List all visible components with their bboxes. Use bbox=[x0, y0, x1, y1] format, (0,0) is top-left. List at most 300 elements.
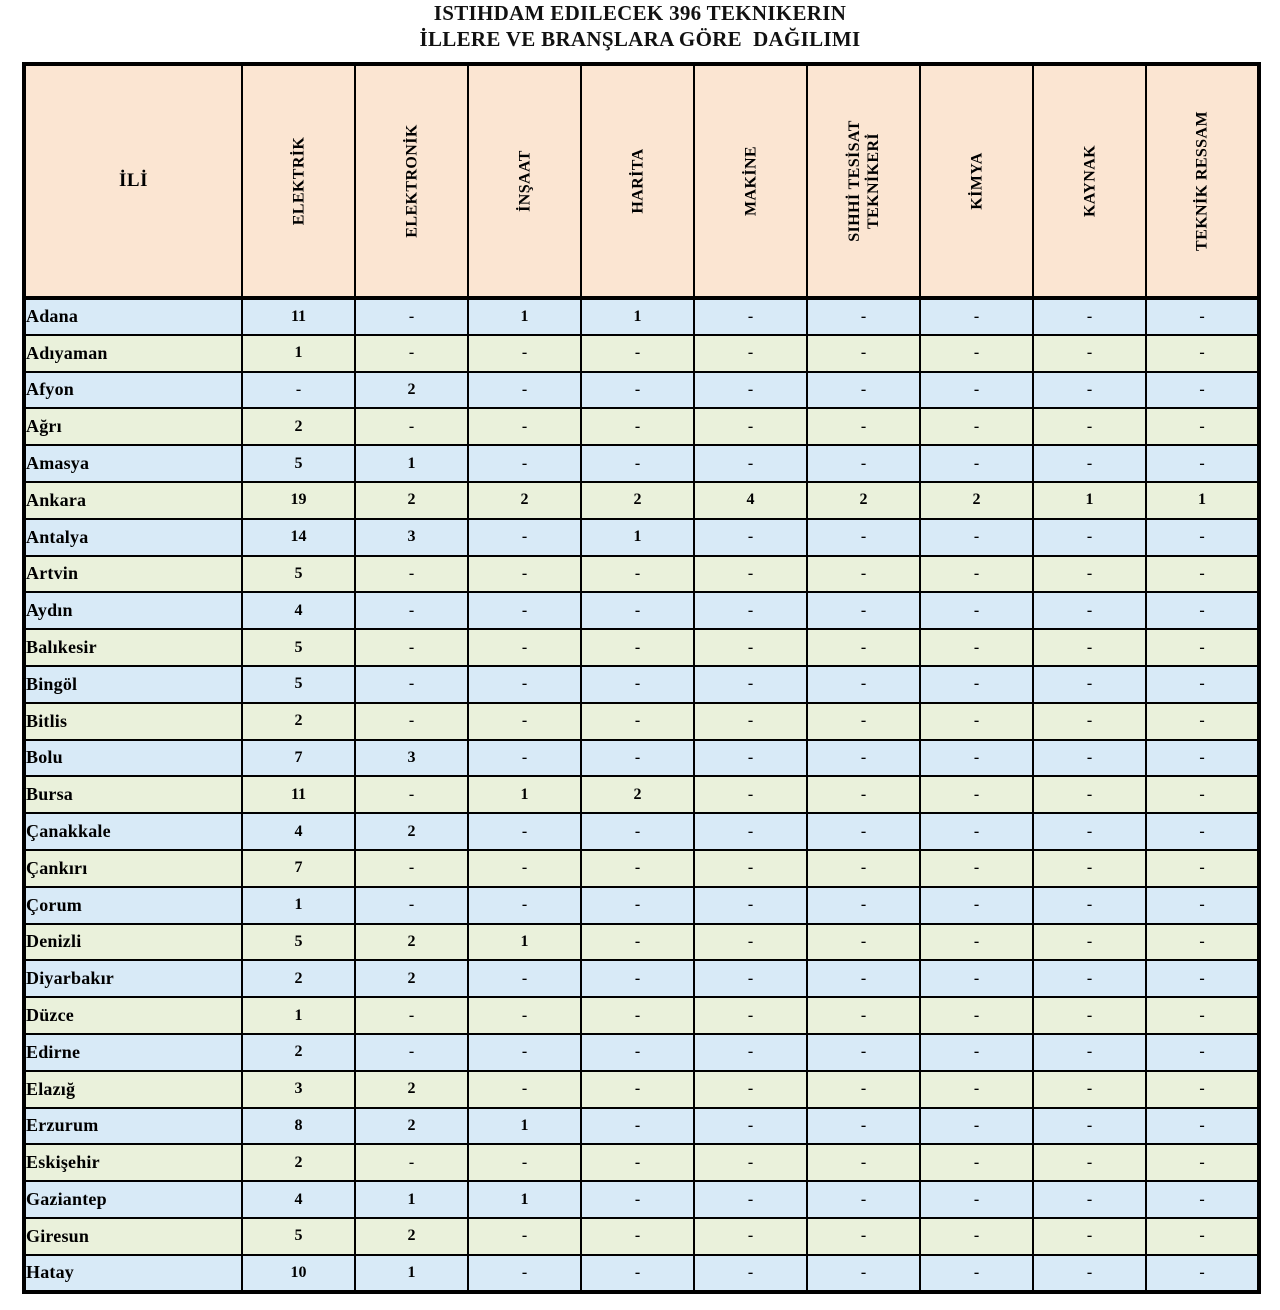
value-cell: - bbox=[1033, 372, 1146, 409]
value-cell: - bbox=[694, 1181, 807, 1218]
value-cell: 19 bbox=[242, 482, 355, 519]
value-cell: - bbox=[807, 997, 920, 1034]
table-row bbox=[24, 445, 1259, 482]
value-cell: - bbox=[1033, 850, 1146, 887]
value-cell: - bbox=[920, 629, 1033, 666]
table-row bbox=[24, 372, 1259, 409]
province-cell: Adana bbox=[24, 298, 242, 335]
value-cell: - bbox=[355, 1034, 468, 1071]
table-body bbox=[24, 298, 1259, 1292]
value-cell: - bbox=[920, 592, 1033, 629]
province-cell: Bingöl bbox=[24, 666, 242, 703]
value-cell: 1 bbox=[1146, 482, 1259, 519]
value-cell: - bbox=[694, 740, 807, 777]
value-cell: 2 bbox=[355, 482, 468, 519]
value-cell: - bbox=[694, 592, 807, 629]
value-cell: - bbox=[355, 298, 468, 335]
province-cell: Gaziantep bbox=[24, 1181, 242, 1218]
value-cell: - bbox=[355, 776, 468, 813]
province-cell: Afyon bbox=[24, 372, 242, 409]
table-row bbox=[24, 482, 1259, 519]
value-cell: - bbox=[1033, 924, 1146, 961]
value-cell: 1 bbox=[242, 887, 355, 924]
value-cell: - bbox=[694, 335, 807, 372]
value-cell: - bbox=[1033, 445, 1146, 482]
value-cell: - bbox=[581, 924, 694, 961]
value-cell: - bbox=[807, 740, 920, 777]
value-cell: - bbox=[468, 850, 581, 887]
value-cell: 1 bbox=[1033, 482, 1146, 519]
value-cell: - bbox=[807, 335, 920, 372]
value-cell: - bbox=[581, 1034, 694, 1071]
value-cell: 1 bbox=[242, 335, 355, 372]
value-cell: - bbox=[1146, 813, 1259, 850]
value-cell: - bbox=[807, 519, 920, 556]
table-row bbox=[24, 666, 1259, 703]
value-cell: - bbox=[1033, 776, 1146, 813]
column-header-label: KİMYA bbox=[968, 152, 985, 210]
value-cell: 2 bbox=[355, 813, 468, 850]
value-cell: - bbox=[807, 960, 920, 997]
value-cell: - bbox=[807, 887, 920, 924]
value-cell: - bbox=[1146, 960, 1259, 997]
value-cell: - bbox=[1146, 372, 1259, 409]
value-cell: - bbox=[694, 666, 807, 703]
column-header-4 bbox=[694, 64, 807, 298]
value-cell: - bbox=[468, 813, 581, 850]
value-cell: - bbox=[355, 335, 468, 372]
province-cell: Çanakkale bbox=[24, 813, 242, 850]
value-cell: 3 bbox=[355, 519, 468, 556]
province-cell: Balıkesir bbox=[24, 629, 242, 666]
value-cell: - bbox=[581, 445, 694, 482]
province-cell: Amasya bbox=[24, 445, 242, 482]
value-cell: - bbox=[807, 408, 920, 445]
value-cell: - bbox=[807, 445, 920, 482]
value-cell: - bbox=[920, 1071, 1033, 1108]
value-cell: 1 bbox=[355, 1181, 468, 1218]
value-cell: - bbox=[1033, 298, 1146, 335]
value-cell: - bbox=[920, 556, 1033, 593]
value-cell: - bbox=[581, 592, 694, 629]
value-cell: - bbox=[468, 372, 581, 409]
value-cell: - bbox=[1146, 629, 1259, 666]
value-cell: - bbox=[694, 1071, 807, 1108]
table-row bbox=[24, 776, 1259, 813]
value-cell: - bbox=[355, 887, 468, 924]
value-cell: 1 bbox=[468, 298, 581, 335]
value-cell: - bbox=[1033, 740, 1146, 777]
value-cell: - bbox=[468, 1218, 581, 1255]
value-cell: 5 bbox=[242, 666, 355, 703]
value-cell: - bbox=[1146, 445, 1259, 482]
column-header-0 bbox=[242, 64, 355, 298]
value-cell: - bbox=[1033, 1255, 1146, 1292]
value-cell: - bbox=[581, 629, 694, 666]
table-row bbox=[24, 850, 1259, 887]
province-cell: Ağrı bbox=[24, 408, 242, 445]
value-cell: - bbox=[355, 666, 468, 703]
table-row bbox=[24, 1108, 1259, 1145]
value-cell: 2 bbox=[920, 482, 1033, 519]
value-cell: - bbox=[694, 776, 807, 813]
value-cell: 2 bbox=[355, 1071, 468, 1108]
value-cell: - bbox=[1146, 1071, 1259, 1108]
value-cell: - bbox=[1146, 666, 1259, 703]
value-cell: 1 bbox=[468, 1108, 581, 1145]
province-cell: Bursa bbox=[24, 776, 242, 813]
column-header-label: TEKNİK RESSAM bbox=[1193, 111, 1211, 251]
value-cell: - bbox=[1033, 629, 1146, 666]
value-cell: - bbox=[920, 666, 1033, 703]
value-cell: - bbox=[920, 924, 1033, 961]
province-cell: Bitlis bbox=[24, 703, 242, 740]
value-cell: - bbox=[468, 629, 581, 666]
value-cell: - bbox=[581, 408, 694, 445]
value-cell: - bbox=[694, 850, 807, 887]
column-header-rotator bbox=[243, 68, 354, 294]
value-cell: - bbox=[1146, 924, 1259, 961]
column-header-6 bbox=[920, 64, 1033, 298]
value-cell: - bbox=[920, 703, 1033, 740]
value-cell: - bbox=[694, 298, 807, 335]
value-cell: - bbox=[468, 592, 581, 629]
value-cell: - bbox=[1033, 592, 1146, 629]
value-cell: - bbox=[920, 1181, 1033, 1218]
value-cell: 2 bbox=[242, 703, 355, 740]
value-cell: 11 bbox=[242, 298, 355, 335]
value-cell: - bbox=[581, 1108, 694, 1145]
province-cell: Edirne bbox=[24, 1034, 242, 1071]
value-cell: - bbox=[1146, 1181, 1259, 1218]
value-cell: - bbox=[468, 666, 581, 703]
table-row bbox=[24, 408, 1259, 445]
value-cell: 1 bbox=[242, 997, 355, 1034]
value-cell: - bbox=[1146, 776, 1259, 813]
column-header-rotator bbox=[356, 68, 467, 294]
column-header-rotator bbox=[469, 68, 580, 294]
value-cell: - bbox=[694, 556, 807, 593]
value-cell: - bbox=[355, 850, 468, 887]
value-cell: - bbox=[1033, 556, 1146, 593]
value-cell: - bbox=[1033, 1144, 1146, 1181]
province-cell: Ankara bbox=[24, 482, 242, 519]
value-cell: - bbox=[807, 813, 920, 850]
value-cell: - bbox=[468, 960, 581, 997]
value-cell: 5 bbox=[242, 556, 355, 593]
value-cell: - bbox=[581, 1255, 694, 1292]
value-cell: - bbox=[694, 1034, 807, 1071]
value-cell: - bbox=[1146, 703, 1259, 740]
table-row bbox=[24, 887, 1259, 924]
value-cell: - bbox=[581, 1144, 694, 1181]
value-cell: - bbox=[468, 556, 581, 593]
table-row bbox=[24, 592, 1259, 629]
value-cell: - bbox=[581, 372, 694, 409]
value-cell: - bbox=[355, 556, 468, 593]
value-cell: 4 bbox=[242, 1181, 355, 1218]
column-header-5 bbox=[807, 64, 920, 298]
value-cell: - bbox=[468, 335, 581, 372]
value-cell: - bbox=[1033, 1181, 1146, 1218]
column-header-label: ELEKTRİK bbox=[290, 136, 307, 226]
value-cell: - bbox=[355, 1144, 468, 1181]
value-cell: - bbox=[581, 1181, 694, 1218]
column-header-rotator bbox=[695, 68, 806, 294]
value-cell: 7 bbox=[242, 740, 355, 777]
value-cell: - bbox=[1033, 813, 1146, 850]
value-cell: - bbox=[1146, 1144, 1259, 1181]
column-header-rotator bbox=[1034, 68, 1145, 294]
value-cell: 7 bbox=[242, 850, 355, 887]
value-cell: 2 bbox=[355, 960, 468, 997]
value-cell: 2 bbox=[242, 408, 355, 445]
value-cell: - bbox=[468, 408, 581, 445]
province-cell: Bolu bbox=[24, 740, 242, 777]
province-cell: Antalya bbox=[24, 519, 242, 556]
value-cell: - bbox=[694, 629, 807, 666]
table-row bbox=[24, 1034, 1259, 1071]
value-cell: - bbox=[581, 335, 694, 372]
value-cell: 2 bbox=[468, 482, 581, 519]
value-cell: - bbox=[694, 887, 807, 924]
value-cell: - bbox=[1033, 1218, 1146, 1255]
value-cell: - bbox=[581, 850, 694, 887]
value-cell: 2 bbox=[355, 372, 468, 409]
table-row bbox=[24, 1255, 1259, 1292]
value-cell: - bbox=[694, 372, 807, 409]
table-row bbox=[24, 997, 1259, 1034]
column-header-rotator bbox=[1147, 68, 1257, 294]
value-cell: 2 bbox=[355, 1218, 468, 1255]
value-cell: - bbox=[468, 445, 581, 482]
value-cell: - bbox=[1033, 335, 1146, 372]
value-cell: - bbox=[355, 629, 468, 666]
value-cell: - bbox=[1033, 519, 1146, 556]
value-cell: 1 bbox=[355, 1255, 468, 1292]
table-row bbox=[24, 1181, 1259, 1218]
province-cell: Giresun bbox=[24, 1218, 242, 1255]
value-cell: 1 bbox=[468, 924, 581, 961]
value-cell: - bbox=[468, 740, 581, 777]
value-cell: 5 bbox=[242, 1218, 355, 1255]
table-row bbox=[24, 1144, 1259, 1181]
value-cell: - bbox=[920, 1034, 1033, 1071]
value-cell: - bbox=[920, 1144, 1033, 1181]
table-row bbox=[24, 813, 1259, 850]
province-cell: Çorum bbox=[24, 887, 242, 924]
value-cell: - bbox=[807, 556, 920, 593]
value-cell: - bbox=[807, 924, 920, 961]
page-title bbox=[0, 0, 1280, 52]
table-row bbox=[24, 740, 1259, 777]
table-row bbox=[24, 519, 1259, 556]
province-cell: Adıyaman bbox=[24, 335, 242, 372]
table-row bbox=[24, 556, 1259, 593]
value-cell: - bbox=[694, 960, 807, 997]
table-row bbox=[24, 703, 1259, 740]
value-cell: - bbox=[1146, 887, 1259, 924]
table-row bbox=[24, 924, 1259, 961]
value-cell: - bbox=[1146, 1218, 1259, 1255]
value-cell: - bbox=[807, 776, 920, 813]
value-cell: - bbox=[468, 997, 581, 1034]
value-cell: - bbox=[1033, 666, 1146, 703]
value-cell: - bbox=[1146, 850, 1259, 887]
value-cell: 2 bbox=[581, 482, 694, 519]
column-header-label: MAKİNE bbox=[742, 146, 759, 216]
value-cell: - bbox=[694, 1108, 807, 1145]
value-cell: - bbox=[1146, 519, 1259, 556]
value-cell: 3 bbox=[242, 1071, 355, 1108]
column-header-rotator bbox=[808, 68, 919, 294]
value-cell: - bbox=[1146, 740, 1259, 777]
value-cell: - bbox=[694, 519, 807, 556]
value-cell: - bbox=[920, 960, 1033, 997]
value-cell: - bbox=[1146, 997, 1259, 1034]
value-cell: - bbox=[581, 740, 694, 777]
value-cell: - bbox=[694, 997, 807, 1034]
value-cell: - bbox=[807, 1255, 920, 1292]
value-cell: - bbox=[807, 1108, 920, 1145]
value-cell: - bbox=[920, 1218, 1033, 1255]
value-cell: - bbox=[581, 813, 694, 850]
value-cell: - bbox=[468, 1071, 581, 1108]
value-cell: 2 bbox=[242, 1034, 355, 1071]
value-cell: - bbox=[1146, 408, 1259, 445]
value-cell: - bbox=[694, 703, 807, 740]
page-title-line2: İLLERE VE BRANŞLARA GÖRE DAĞILIMI bbox=[419, 27, 861, 51]
value-cell: 1 bbox=[468, 1181, 581, 1218]
value-cell: 4 bbox=[242, 813, 355, 850]
value-cell: - bbox=[694, 1218, 807, 1255]
value-cell: 11 bbox=[242, 776, 355, 813]
value-cell: - bbox=[468, 1255, 581, 1292]
value-cell: - bbox=[807, 372, 920, 409]
value-cell: - bbox=[468, 519, 581, 556]
value-cell: - bbox=[1146, 335, 1259, 372]
value-cell: - bbox=[1033, 1071, 1146, 1108]
distribution-table bbox=[22, 62, 1261, 1294]
value-cell: - bbox=[920, 1255, 1033, 1292]
value-cell: - bbox=[1033, 960, 1146, 997]
value-cell: - bbox=[1146, 1255, 1259, 1292]
value-cell: 5 bbox=[242, 629, 355, 666]
value-cell: - bbox=[807, 850, 920, 887]
value-cell: - bbox=[920, 445, 1033, 482]
value-cell: - bbox=[807, 1218, 920, 1255]
value-cell: - bbox=[468, 1144, 581, 1181]
value-cell: - bbox=[581, 556, 694, 593]
value-cell: 1 bbox=[581, 519, 694, 556]
value-cell: - bbox=[1033, 703, 1146, 740]
column-header-rotator bbox=[921, 68, 1032, 294]
column-header-label: ELEKTRONİK bbox=[403, 124, 420, 238]
value-cell: - bbox=[807, 298, 920, 335]
value-cell: - bbox=[807, 1071, 920, 1108]
value-cell: - bbox=[920, 776, 1033, 813]
table-row bbox=[24, 1218, 1259, 1255]
table-row bbox=[24, 298, 1259, 335]
table-row bbox=[24, 960, 1259, 997]
value-cell: - bbox=[807, 1034, 920, 1071]
value-cell: - bbox=[807, 666, 920, 703]
value-cell: - bbox=[1033, 997, 1146, 1034]
value-cell: 2 bbox=[242, 1144, 355, 1181]
value-cell: - bbox=[694, 1144, 807, 1181]
value-cell: - bbox=[807, 1144, 920, 1181]
value-cell: - bbox=[694, 924, 807, 961]
value-cell: - bbox=[1033, 887, 1146, 924]
value-cell: - bbox=[581, 1071, 694, 1108]
value-cell: - bbox=[807, 703, 920, 740]
column-header-label: SIHHİ TESİSAT TEKNİKERİ bbox=[845, 120, 882, 242]
value-cell: - bbox=[1146, 1034, 1259, 1071]
column-header-7 bbox=[1033, 64, 1146, 298]
value-cell: - bbox=[920, 519, 1033, 556]
value-cell: - bbox=[355, 408, 468, 445]
value-cell: - bbox=[694, 408, 807, 445]
province-cell: Hatay bbox=[24, 1255, 242, 1292]
value-cell: - bbox=[694, 1255, 807, 1292]
column-header-rotator bbox=[582, 68, 693, 294]
value-cell: - bbox=[1033, 1108, 1146, 1145]
value-cell: 4 bbox=[242, 592, 355, 629]
value-cell: 2 bbox=[355, 1108, 468, 1145]
value-cell: - bbox=[920, 408, 1033, 445]
value-cell: 8 bbox=[242, 1108, 355, 1145]
table-row bbox=[24, 335, 1259, 372]
value-cell: - bbox=[581, 703, 694, 740]
province-cell: Elazığ bbox=[24, 1071, 242, 1108]
value-cell: - bbox=[581, 960, 694, 997]
value-cell: - bbox=[920, 298, 1033, 335]
column-header-2 bbox=[468, 64, 581, 298]
value-cell: - bbox=[1146, 298, 1259, 335]
value-cell: - bbox=[694, 445, 807, 482]
value-cell: - bbox=[1146, 556, 1259, 593]
province-cell: Aydın bbox=[24, 592, 242, 629]
value-cell: - bbox=[1146, 1108, 1259, 1145]
province-cell: Erzurum bbox=[24, 1108, 242, 1145]
province-cell: Çankırı bbox=[24, 850, 242, 887]
column-header-label: KAYNAK bbox=[1081, 144, 1098, 218]
value-cell: 4 bbox=[694, 482, 807, 519]
column-header-label: HARİTA bbox=[629, 148, 646, 214]
value-cell: - bbox=[694, 813, 807, 850]
value-cell: - bbox=[468, 1034, 581, 1071]
value-cell: - bbox=[807, 592, 920, 629]
column-header-label: İNŞAAT bbox=[516, 150, 533, 212]
value-cell: - bbox=[581, 1218, 694, 1255]
table-row bbox=[24, 1071, 1259, 1108]
value-cell: 1 bbox=[581, 298, 694, 335]
value-cell: - bbox=[920, 335, 1033, 372]
value-cell: - bbox=[1033, 408, 1146, 445]
value-cell: - bbox=[468, 703, 581, 740]
value-cell: - bbox=[468, 887, 581, 924]
value-cell: - bbox=[920, 997, 1033, 1034]
value-cell: 2 bbox=[242, 960, 355, 997]
value-cell: 2 bbox=[355, 924, 468, 961]
province-cell: Eskişehir bbox=[24, 1144, 242, 1181]
value-cell: 2 bbox=[581, 776, 694, 813]
value-cell: - bbox=[581, 887, 694, 924]
value-cell: - bbox=[355, 592, 468, 629]
value-cell: - bbox=[920, 887, 1033, 924]
value-cell: - bbox=[807, 1181, 920, 1218]
value-cell: - bbox=[920, 740, 1033, 777]
